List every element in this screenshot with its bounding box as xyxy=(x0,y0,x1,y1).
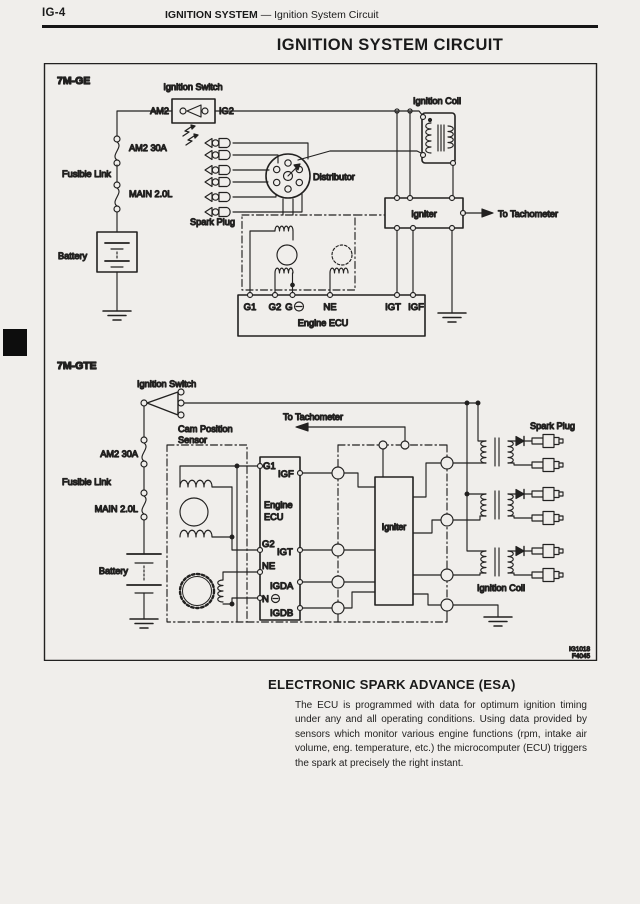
gte-fuse-main-label: MAIN 2.0L xyxy=(94,504,138,514)
gte-ecu-label-1: Engine xyxy=(264,500,293,510)
ge-to-tachometer-label: To Tachometer xyxy=(498,209,559,219)
gte-cam-sensor-box xyxy=(167,445,247,622)
gte-ecu-label-2: ECU xyxy=(264,512,284,522)
ge-fusible-main xyxy=(114,182,120,212)
gte-terminal-igda: IGDA xyxy=(270,581,294,592)
ge-ig2-terminal-label: IG2 xyxy=(219,106,234,116)
ge-fuse-main-label: MAIN 2.0L xyxy=(129,189,173,199)
page-edge-tab xyxy=(3,329,27,356)
gte-terminal-g1: G1 xyxy=(263,461,276,472)
esa-heading: ELECTRONIC SPARK ADVANCE (ESA) xyxy=(268,677,516,692)
gte-spark-plug-label: Spark Plug xyxy=(530,421,575,431)
ge-terminal-g2: G2 xyxy=(268,302,282,313)
gte-fusible-main xyxy=(141,490,147,520)
gte-spark-plugs xyxy=(532,435,563,582)
gte-fusible-am2 xyxy=(141,437,147,467)
esa-body-text: The ECU is programmed with data for optimum ignition timing under any and all operating conditions. Using data provided by sensors which monitor various engine functions (rpm, intake air volume, eng. temperature, etc.) the microcomputer (ECU) triggers the spark at precisely the right instant. xyxy=(295,700,587,769)
ge-spark-flash-icon xyxy=(183,125,198,145)
gte-ignition-coil-label: Ignition Coil xyxy=(477,583,526,593)
header-rule xyxy=(42,25,598,28)
gte-terminal-igf: IGF xyxy=(278,469,294,480)
ge-ignition-switch-label: Ignition Switch xyxy=(163,82,223,92)
running-header-subsection: — Ignition System Circuit xyxy=(260,9,379,21)
ge-terminal-ne: NE xyxy=(323,302,337,313)
ge-terminal-g-minus: G xyxy=(285,302,293,313)
ge-tachometer-arrow-icon xyxy=(465,209,493,217)
gte-ignition-switch-label: Ignition Switch xyxy=(137,379,197,389)
page-code: IG-4 xyxy=(42,7,66,19)
gte-battery-ground-icon xyxy=(130,619,158,628)
ge-ignition-coil-symbol xyxy=(421,113,456,166)
gte-terminal-igt: IGT xyxy=(277,547,293,558)
figure-code-1: IG1018 xyxy=(569,646,590,653)
gte-igniter-symbol xyxy=(375,477,413,605)
ge-ignition-coil-label: Ignition Coil xyxy=(413,96,462,106)
ge-section-label: 7M-GE xyxy=(57,75,91,87)
ge-circuit xyxy=(57,75,558,336)
ge-igniter-ground-icon xyxy=(438,313,466,322)
gte-section-label: 7M-GTE xyxy=(57,360,97,372)
gte-battery-symbol xyxy=(127,554,161,619)
gte-terminal-g2: G2 xyxy=(262,539,275,550)
gte-terminal-igdb: IGDB xyxy=(270,608,294,619)
gte-fusible-link-label: Fusible Link xyxy=(62,477,112,487)
gte-ignition-switch-symbol xyxy=(141,389,184,418)
gte-ignition-coils xyxy=(481,437,532,577)
gte-circuit xyxy=(57,360,575,628)
gte-terminal-n-minus: N xyxy=(262,594,269,605)
ge-spark-plug-label: Spark Plug xyxy=(190,217,235,227)
ge-terminal-igt: IGT xyxy=(385,302,401,313)
figure-code-2: F4045 xyxy=(571,653,590,660)
ge-battery-ground-icon xyxy=(103,311,131,320)
ge-wiring xyxy=(117,109,453,313)
ge-battery-label: Battery xyxy=(58,251,88,261)
gte-igniter-label: Igniter xyxy=(381,522,407,532)
ge-ecu-symbol xyxy=(238,293,425,337)
ge-pickup-coil-box xyxy=(242,215,355,295)
ge-igniter-label: Igniter xyxy=(411,209,437,219)
ge-engine-ecu-label: Engine ECU xyxy=(297,318,349,328)
ge-am2-terminal-label: AM2 xyxy=(150,106,169,116)
running-header xyxy=(165,9,379,21)
gte-cam-sensor-label-2: Sensor xyxy=(178,435,208,445)
ge-fusible-am2 xyxy=(114,136,120,166)
ge-terminal-g1: G1 xyxy=(243,302,257,313)
ge-fuse-am2-label: AM2 30A xyxy=(129,143,167,153)
ge-ignition-switch-symbol xyxy=(172,99,215,123)
ge-distributor-label: Distributor xyxy=(313,172,355,182)
ge-distributor-symbol xyxy=(266,154,310,198)
gte-terminal-ne: NE xyxy=(262,561,276,572)
gte-cam-sensor-label-1: Cam Position xyxy=(178,424,233,434)
gte-fuse-am2-label: AM2 30A xyxy=(100,449,138,459)
gte-igniter-ground-icon xyxy=(484,617,512,626)
page-title: IGNITION SYSTEM CIRCUIT xyxy=(276,36,504,54)
gte-battery-label: Battery xyxy=(98,566,128,576)
ge-battery-symbol xyxy=(97,232,137,311)
ge-fusible-link-label: Fusible Link xyxy=(62,169,112,179)
ge-terminal-igf: IGF xyxy=(408,302,424,313)
running-header-section: IGNITION SYSTEM xyxy=(165,9,258,21)
gte-to-tachometer-label: To Tachometer xyxy=(283,412,344,422)
circuit-diagram xyxy=(40,63,598,661)
